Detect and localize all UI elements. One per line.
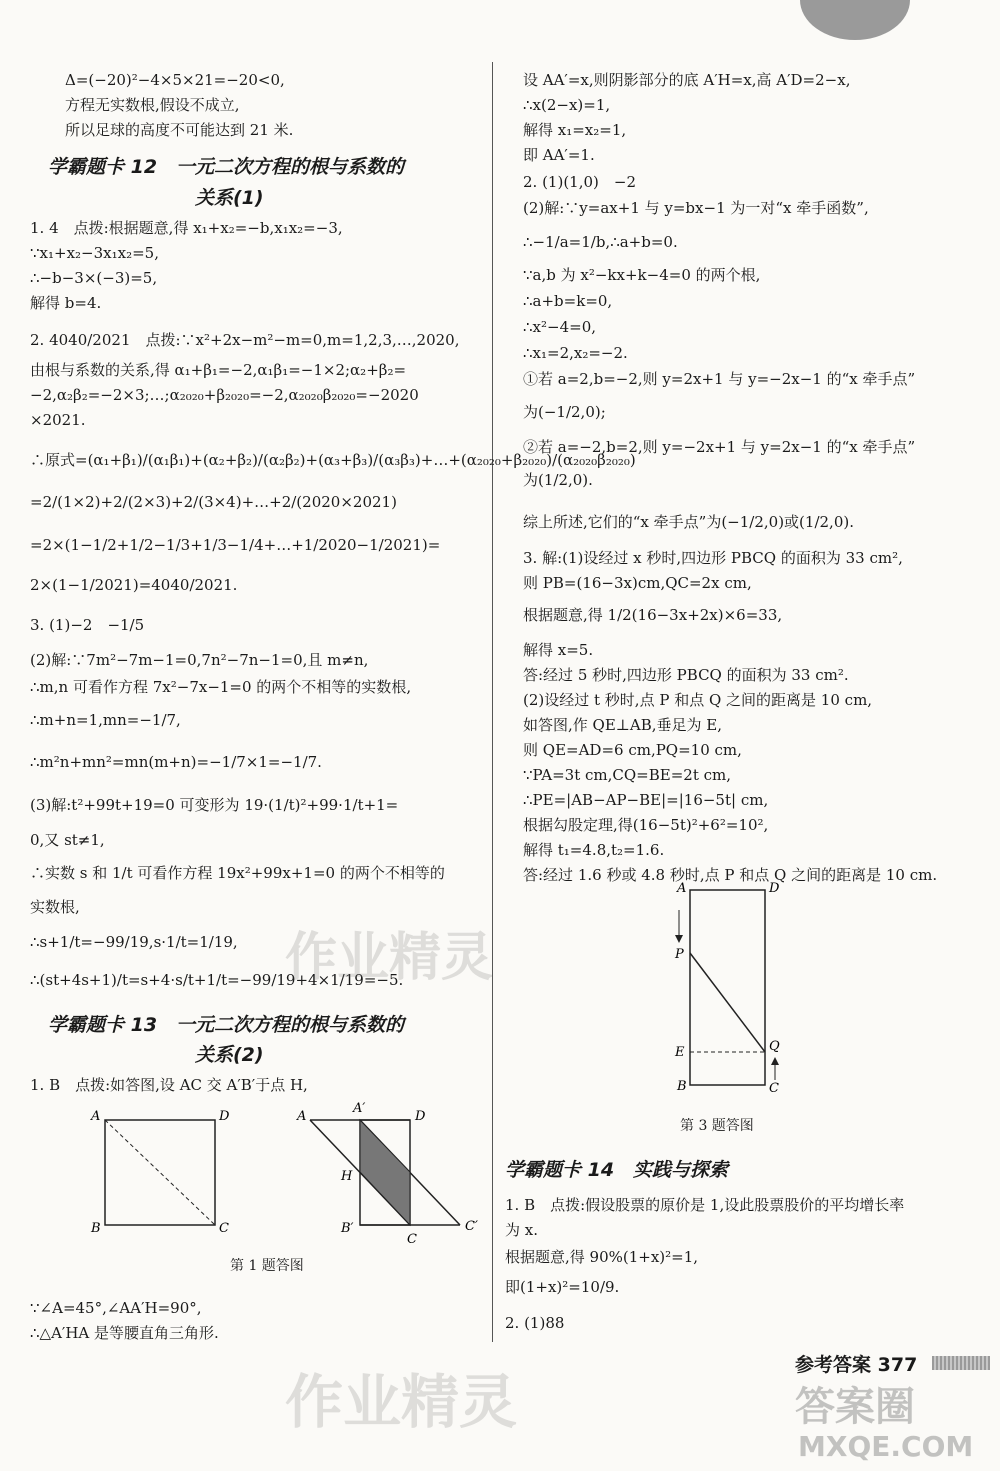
text-line: ∵x₁+x₂−3x₁x₂=5, [30,244,159,262]
text-line: ∴−1/a=1/b,∴a+b=0. [523,233,678,251]
text-line: Δ=(−20)²−4×5×21=−20<0, [65,71,285,89]
fig1-label-B: B [91,1221,101,1236]
figure-1 [85,1100,485,1250]
text-line: 3. 解:(1)设经过 x 秒时,四边形 PBCQ 的面积为 33 cm², [523,549,903,567]
text-line: 为(−1/2,0); [523,403,606,421]
fig1-label-D2: D [415,1109,426,1124]
text-line: 如答图,作 QE⊥AB,垂足为 E, [523,716,722,734]
text-line: 所以足球的高度不可能达到 21 米. [65,121,294,139]
text-line: 则 QE=AD=6 cm,PQ=10 cm, [523,741,742,759]
section-heading-12-cont: 关系(1) [195,187,264,209]
text-line: ×2021. [30,411,86,429]
diagonal-ac [105,1120,215,1225]
text-line: =2×(1−1/2+1/2−1/3+1/3−1/4+…+1/2020−1/2021)= [30,536,441,554]
segment-pq [690,953,765,1052]
text-line: ∵PA=3t cm,CQ=BE=2t cm, [523,766,732,784]
text-line: 2. (1)88 [505,1314,565,1332]
text-line: 为 x. [505,1221,538,1239]
text-line: 方程无实数根,假设不成立, [65,96,240,114]
fig3-label-B: B [677,1079,687,1094]
fig3-label-A: A [677,881,687,896]
watermark-4: MXQE.COM [798,1430,974,1463]
text-line: 1. B 点拨:假设股票的原价是 1,设此股票股价的平均增长率 [505,1196,905,1214]
text-line: 根据勾股定理,得(16−5t)²+6²=10², [523,816,769,834]
fig1-label-C2: C [407,1232,417,1247]
text-line: 设 AA′=x,则阴影部分的底 A′H=x,高 A′D=2−x, [523,71,851,89]
text-line: ②若 a=−2,b=2,则 y=−2x+1 与 y=2x−1 的“x 牵手点” [523,438,916,456]
text-line: ∴PE=|AB−AP−BE|=|16−5t| cm, [523,791,769,809]
column-divider [492,62,493,1342]
fig1-label-H: H [341,1169,353,1184]
shaded-region [360,1120,410,1225]
figure-3-caption: 第 3 题答图 [680,1118,754,1134]
fig3-label-Q: Q [769,1039,780,1054]
text-line: (2)解:∵7m²−7m−1=0,7n²−7n−1=0,且 m≠n, [30,651,369,669]
text-line: 3. (1)−2 −1/5 [30,616,145,634]
text-line: 即(1+x)²=10/9. [505,1278,620,1296]
text-line: 解得 t₁=4.8,t₂=1.6. [523,841,665,859]
text-line: 即 AA′=1. [523,146,595,164]
text-line: ∴a+b=k=0, [523,292,613,310]
text-line: 解得 x=5. [523,641,594,659]
text-line: ∴−b−3×(−3)=5, [30,269,158,287]
text-line: ∴x₁=2,x₂=−2. [523,344,628,362]
text-line: =2/(1×2)+2/(2×3)+2/(3×4)+…+2/(2020×2021) [30,493,397,511]
watermark-1: 作业精灵 [285,1368,518,1436]
text-line: 由根与系数的关系,得 α₁+β₁=−2,α₁β₁=−1×2;α₂+β₂= [30,361,407,379]
figure-1-caption: 第 1 题答图 [230,1258,304,1274]
text-line: 根据题意,得 90%(1+x)²=1, [505,1248,699,1266]
text-line: ∴(st+4s+1)/t=s+4·s/t+1/t=−99/19+4×1/19=−5. [30,971,404,989]
text-line: 解得 b=4. [30,294,102,312]
text-line: ∴m+n=1,mn=−1/7, [30,711,181,729]
text-line: 解得 x₁=x₂=1, [523,121,627,139]
text-line: 1. 4 点拨:根据题意,得 x₁+x₂=−b,x₁x₂=−3, [30,219,343,237]
text-line: 答:经过 5 秒时,四边形 PBCQ 的面积为 33 cm². [523,666,849,684]
text-line: (2)解:∵y=ax+1 与 y=bx−1 为一对“x 牵手函数”, [523,199,869,217]
watermark-3: 答案圈 [795,1384,915,1430]
text-line: 2. (1)(1,0) −2 [523,173,636,191]
text-line: ∵a,b 为 x²−kx+k−4=0 的两个根, [523,266,761,284]
watermark-2: 作业精灵 [285,928,494,988]
text-line: 1. B 点拨:如答图,设 AC 交 A′B′于点 H, [30,1076,308,1094]
text-line: 0,又 st≠1, [30,831,105,849]
fig3-label-D: D [769,881,780,896]
text-line: 2×(1−1/2021)=4040/2021. [30,576,238,594]
fig3-label-C: C [769,1081,779,1095]
fig1-label-D: D [219,1109,230,1124]
text-line: (2)设经过 t 秒时,点 P 和点 Q 之间的距离是 10 cm, [523,691,873,709]
figure-3 [665,880,805,1095]
text-line: 实数根, [30,898,80,916]
text-line: 则 PB=(16−3x)cm,QC=2x cm, [523,574,752,592]
fig1-label-A2: A [297,1109,307,1124]
text-line: ∴m²n+mn²=mn(m+n)=−1/7×1=−1/7. [30,753,322,771]
text-line: ①若 a=2,b=−2,则 y=2x+1 与 y=−2x−1 的“x 牵手点” [523,370,916,388]
text-line: ∴m,n 可看作方程 7x²−7x−1=0 的两个不相等的实数根, [30,678,412,696]
text-line: 根据题意,得 1/2(16−3x+2x)×6=33, [523,606,783,624]
section-heading-13-cont: 关系(2) [195,1044,264,1066]
text-line: ∴s+1/t=−99/19,s·1/t=1/19, [30,933,238,951]
text-line: ∴△A′HA 是等腰直角三角形. [30,1324,219,1342]
section-heading-12: 学霸题卡 12 一元二次方程的根与系数的 [48,156,405,178]
footer-bar [932,1356,990,1370]
fig1-label-Cp: C′ [465,1219,478,1234]
fig3-label-P: P [675,947,684,962]
fig3-label-E: E [675,1045,685,1060]
fig1-label-C: C [219,1221,229,1236]
page-number: 377 [877,1354,918,1376]
fig1-label-Bp: B′ [341,1221,354,1236]
fig1-label-Ap: A′ [353,1101,366,1116]
corner-decoration [800,0,910,40]
text-line: ∴实数 s 和 1/t 可看作方程 19x²+99x+1=0 的两个不相等的 [30,864,445,882]
section-heading-14: 学霸题卡 14 实践与探索 [505,1159,729,1181]
text-line: ∴x(2−x)=1, [523,96,611,114]
arrowhead-up [771,1057,779,1065]
text-line: ∴x²−4=0, [523,318,597,336]
text-line: 答:经过 1.6 秒或 4.8 秒时,点 P 和点 Q 之间的距离是 10 cm. [523,866,938,884]
fig1-label-A: A [91,1109,101,1124]
rectangle-abcd [690,890,765,1085]
text-line: ∴原式=(α₁+β₁)/(α₁β₁)+(α₂+β₂)/(α₂β₂)+(α₃+β₃)/(α₃β₃)+…+(α₂₀₂₀+β₂₀₂₀)/(α₂₀₂₀β₂₀₂₀) [30,451,636,469]
footer-label: 参考答案 [795,1354,872,1376]
text-line: 综上所述,它们的“x 牵手点”为(−1/2,0)或(1/2,0). [523,513,854,531]
text-line: ∵∠A=45°,∠AA′H=90°, [30,1299,202,1317]
footer [795,1350,917,1377]
text-line: 为(1/2,0). [523,471,593,489]
text-line: −2,α₂β₂=−2×3;…;α₂₀₂₀+β₂₀₂₀=−2,α₂₀₂₀β₂₀₂₀=−2020 [30,386,419,404]
arrowhead-down [675,935,683,943]
text-line: 2. 4040/2021 点拨:∵x²+2x−m²−m=0,m=1,2,3,…,2020, [30,331,460,349]
section-heading-13: 学霸题卡 13 一元二次方程的根与系数的 [48,1014,405,1036]
text-line: (3)解:t²+99t+19=0 可变形为 19·(1/t)²+99·1/t+1= [30,796,399,814]
